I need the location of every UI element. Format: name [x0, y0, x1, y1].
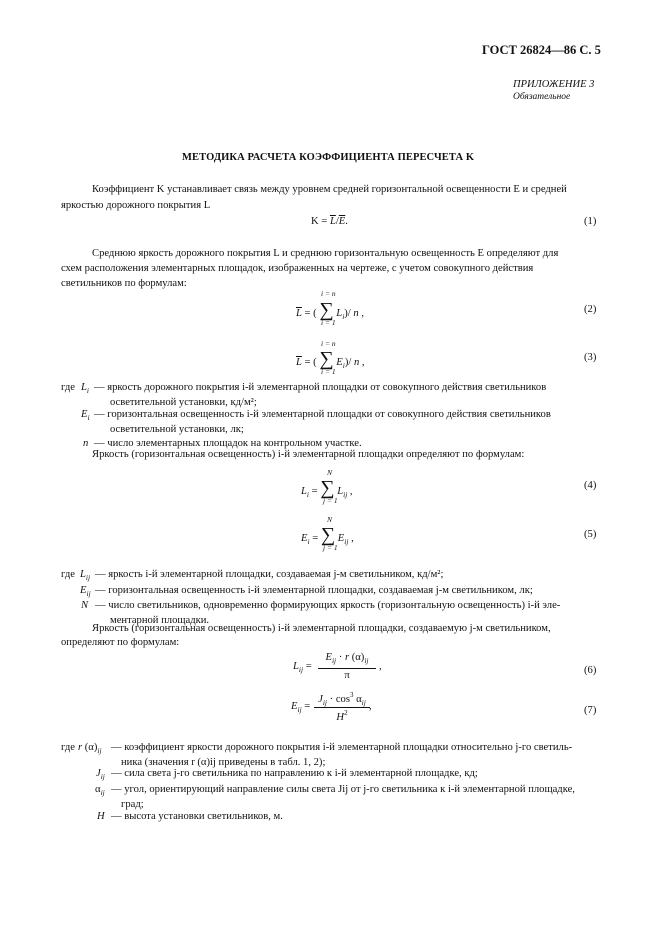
defs1-n-text: — число элементарных площадок на контрольном участке. [94, 438, 362, 449]
page-header-gost: ГОСТ 26824—86 С. 5 [482, 43, 601, 57]
defs2-E-text: — горизонтальная освещенность i-й элементарной площадки, создаваемая j-м светильником, лк; [95, 585, 533, 596]
equation-1-number: (1) [584, 216, 597, 227]
defs3-H-symbol: H [97, 811, 105, 822]
page-title: МЕТОДИКА РАСЧЕТА КОЭФФИЦИЕНТА ПЕРЕСЧЕТА K [182, 152, 475, 163]
defs2-L-text: — яркость i-й элементарной площадки, создаваемая j-м светильником, кд/м²; [95, 569, 444, 580]
equation-6-numerator: $E_{ij} \cdot r$ $(\alpha)_{ij}$ [325, 652, 369, 665]
eq1-lhs: K = [311, 216, 328, 227]
para3: Яркость (горизонтальная освещенность) i-й элементарной площадки определяют по формулам: [92, 449, 525, 460]
appendix-label: ПРИЛОЖЕНИЕ 3 [513, 79, 595, 90]
equation-2-number: (2) [584, 304, 597, 315]
equation-4-number: (4) [584, 480, 597, 491]
equation-7-lhs: $E_{ij}$ = [291, 701, 311, 714]
para2-line-1: Среднюю яркость дорожного покрытия L и среднюю горизонтальную освещенность E определяют для [92, 248, 559, 259]
defs2-where: где [61, 569, 75, 580]
equation-7-numerator: $J_{ij} \cdot \cos^3 \alpha_{ij}$ [318, 691, 366, 707]
equation-7-denominator: $H^2$ [336, 709, 348, 723]
equation-6-comma: , [379, 661, 382, 672]
defs2-N-text-2: ментарной площадки. [110, 615, 210, 626]
defs1-where: где [61, 382, 75, 393]
equation-4: $L_i$ = ∑ $L_{ij}$ , [301, 477, 353, 499]
defs3-alpha-symbol: $\alpha_{ij}$ [95, 784, 105, 797]
equation-7-fraction-bar [314, 707, 370, 708]
defs3-H-text: — высота установки светильников, м. [111, 811, 283, 822]
equation-5-number: (5) [584, 529, 597, 540]
defs2-E-symbol: $E_{ij}$ [80, 585, 91, 598]
eq2-lower-limit: i = 1 [321, 318, 336, 327]
para4-line-1: Яркость (горизонтальная освещенность) i-й элементарной площадки, создаваемую j-м светильником, [92, 623, 551, 634]
equation-7-comma: , [369, 701, 372, 712]
equation-3-number: (3) [584, 352, 597, 363]
defs2-L-symbol: $L_{ij}$ [80, 569, 91, 582]
eq3-upper-limit: i = n [321, 339, 336, 348]
defs2-N-symbol: N [81, 600, 89, 611]
defs3-r-text-2: ника (значения r (α)ij приведены в табл. 1, 2); [121, 757, 326, 768]
intro-line-2: яркостью дорожного покрытия L [61, 200, 211, 211]
eq4-lower-limit: j = 1 [323, 496, 338, 505]
defs1-E-text-2: осветительной установки, лк; [110, 424, 244, 435]
defs1-L-text-2: осветительной установки, кд/м²; [110, 397, 257, 408]
equation-6-lhs: $L_{ij}$ = [293, 661, 312, 674]
intro-line-1: Коэффициент K устанавливает связь между уровнем средней горизонтальной освещенности E и средней [92, 184, 567, 195]
eq5-upper-limit: N [327, 515, 333, 524]
equation-6-denominator: π [344, 670, 350, 681]
equation-1: $K = \overline{L}/\overline{E}$. [311, 216, 348, 227]
defs3-J-text: — сила света j-го светильника по направлению к i-й элементарной площадке, кд; [111, 768, 478, 779]
defs1-L-symbol: $L_i$ [81, 382, 89, 395]
equation-5: $E_i$ = ∑ $E_{ij}$ , [301, 524, 354, 546]
equation-6-fraction-bar [318, 668, 376, 669]
equation-6-number: (6) [584, 665, 597, 676]
defs3-r-symbol: r $(\alpha)_{ij}$ [78, 742, 102, 755]
eq4-upper-limit: N [327, 468, 333, 477]
equation-7-number: (7) [584, 705, 597, 716]
eq3-lower-limit: i = 1 [321, 367, 336, 376]
defs3-J-symbol: $J_{ij}$ [96, 768, 105, 781]
mandatory-label: Обязательное [513, 92, 571, 102]
para4-line-2: определяют по формулам: [61, 637, 180, 648]
defs1-E-text-1: — горизонтальная освещенность i-й элементарной площадки от совокупного действия светильников [94, 409, 551, 420]
defs1-L-text-1: — яркость дорожного покрытия i-й элементарной площадки от совокупного действия светильников [94, 382, 547, 393]
defs3-alpha-text-2: град; [121, 799, 144, 810]
equation-3: $\overline{L}$ = ( ∑ $E_i)/$ n , [296, 348, 365, 370]
defs1-n-symbol: n [83, 438, 89, 449]
defs1-E-symbol: $E_i$ [81, 409, 90, 422]
defs3-r-text-1: — коэффициент яркости дорожного покрытия i-й элементарной площадки относительно j-го светиль- [111, 742, 573, 753]
defs3-where: где [61, 742, 75, 753]
defs3-alpha-text-1: — угол, ориентирующий направление силы света Jij от j-го светильника к i-й элементарной площадке, [111, 784, 575, 795]
eq2-upper-limit: i = n [321, 289, 336, 298]
eq5-lower-limit: j = 1 [323, 543, 338, 552]
para2-line-2: схем расположения элементарных площадок, изображенных на чертеже, с учетом совокупного действия [61, 263, 534, 274]
equation-2: $\overline{L}$ = ( ∑ $L_i)/$ n , [296, 299, 364, 321]
para2-line-3: светильников по формулам: [61, 278, 187, 289]
defs2-N-text-1: — число светильников, одновременно формирующих яркость (горизонтальную освещенность) i-й эле- [95, 600, 561, 611]
